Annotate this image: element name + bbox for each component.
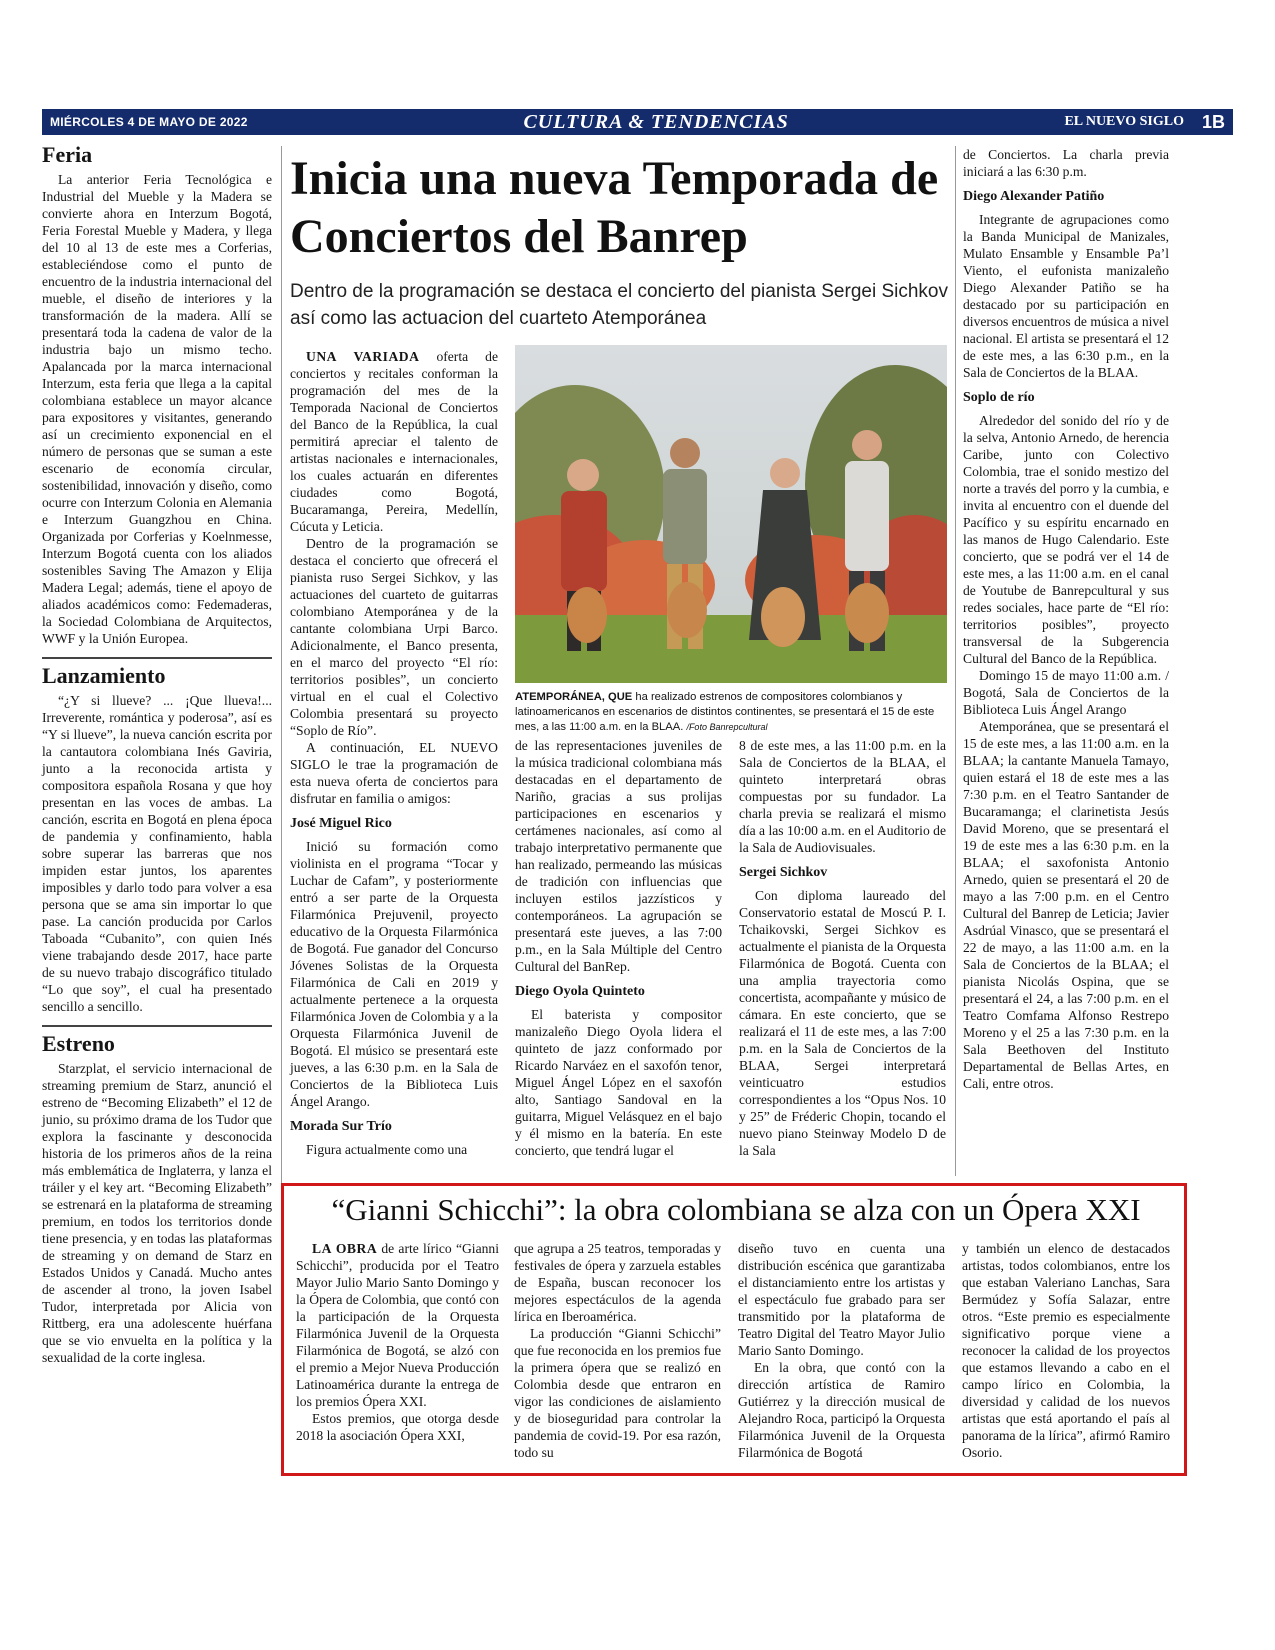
rico-heading: José Miguel Rico	[290, 816, 392, 831]
oyola-continued: 8 de este mes, a las 11:00 p.m. en la Sala de Conciertos de la BLAA, el quinteto interpretará obras compuestas por su fundador. La charla previa se realizará el mismo día a las 10:00 a.m. en el Auditorio de la Sala de Audiovisuales.	[739, 738, 946, 855]
morada-text: Figura actualmente como una	[306, 1142, 468, 1157]
paragraph: Dentro de la programación se destaca el concierto que ofrecerá el pianista ruso Sergei Sichkov, y las actuaciones del cuarteto de guitarras colombiano Atemporánea y de la cantante colombiana Urpi Barco. Adicionalmente, el Banco presenta, en el marco del proyecto “El río: territorios posibles”, un concierto virtual en el cual el Colectivo Colombia presentará su proyecto “Soplo de Río”.	[290, 536, 498, 738]
newspaper-name: EL NUEVO SIGLO	[1064, 114, 1184, 129]
divider	[42, 657, 272, 659]
rico-text: Inició su formación como violinista en el programa “Tocar y Luchar de Cafam”, y posteriormente entró a ser parte de la Orquesta Filarmónica Prejuvenil, proyecto educativo de la Orquesta Filarmónica de Bogotá. Fue ganador del Concurso Jóvenes Solistas de la Orquesta Filarmónica de Cali en 2019 y actualmente pertenece a la orquesta Filarmónica Joven de Colombia y a la Orquesta Filarmónica Juvenil de Bogotá. El músico se presentará este jueves, a las 6:30 p.m. en la Sala de Conciertos de la Biblioteca Luis Ángel Arango.	[290, 839, 498, 1109]
feria-text: La anterior Feria Tecnológica e Industrial del Mueble y la Madera se convierte ahora en Interzum Bogotá, Feria Forestal Mueble y Madera, y llega del 10 al 13 de este mes a Corferias, estableciéndose como el punto de encuentro de la industria internacional del mueble, el diseño de interiores y la transformación de la madera. Allí se presentará toda la cadena de valor de la industria bajo un mismo techo. Apalancada por la marca internacional Interzum, esta feria que llega a la capital colombiana establece un mayor alcance para expositores y visitantes, generando así un crecimiento exponencial en el número de personas que se suman a este escenario de economía circular, sostenibilidad, innovación y diseño, como ocurre con Interzum Colonia en Alemania e Interzum Guangzhou en China. Organizada por Corferias y Koelnmesse, Interzum Bogotá cuenta con los aliados sostenibles Saving The Amazon y Elija Madera Legal; además, tiene el apoyo de aliados académicos como: Fedemaderas, la Sociedad Colombiana de Arquitectos, WWF y la Unión Europea.	[42, 172, 272, 646]
opera-column-3	[738, 1240, 945, 1461]
estreno-heading: Estreno	[42, 1031, 115, 1056]
left-column	[42, 142, 272, 1366]
sichkov-text: Con diploma laureado del Conservatorio estatal de Moscú P. I. Tchaikovski, Sergei Sichkov es actualmente el pianista de la Orquesta Filarmónica de Bogotá. Cuenta con una amplia trayectoria como concertista, acompañante y músico de cámara. En este concierto, que se realizará el 11 de este mes, a las 7:00 p.m. en la Sala de Conciertos de la BLAA, Sergei interpretará veinticuatro estudios correspondientes a los “Opus Nos. 10 y 25” de Fréderic Chopin, tocando el nuevo piano Steinway Modelo D de la Sala	[739, 888, 946, 1158]
sichkov-heading: Sergei Sichkov	[739, 865, 828, 880]
right-column	[963, 146, 1169, 1092]
opera-column-4	[962, 1240, 1170, 1461]
final-text: Atemporánea, que se presentará el 15 de este mes, a las 11:00 a.m. en la BLAA; la cantante Manuela Tamayo, quien estará el 18 de este mes a las 7:30 p.m. en el Teatro Santander de Bucaramanga; el clarinetista Jesús David Moreno, que se presentará el 19 de este mes a las 6:30 p.m. en la BLAA; el saxofonista Antonio Arnedo, quien se presentará el 20 de mayo a las 7:00 p.m. en el Centro Cultural del Banrep de Leticia; Javier Asdrúal Vinasco, que se presentará el 22 de mayo, a las 11:00 a.m. en la Sala de Conciertos de la BLAA; el pianista Nicolás Ospina, que se presentará el 24, a las 7:00 p.m. en el Teatro Comfama Alfonso Restrepo Moreno y el 25 a las 7:30 p.m. en la Sala Beethoven del Instituto Departamental de Bellas Artes, en Cali, entre otros.	[963, 719, 1169, 1091]
photo-credit: /Foto Banrepcultural	[686, 722, 768, 732]
patino-heading: Diego Alexander Patiño	[963, 189, 1105, 204]
page-number: 1B	[1201, 111, 1225, 132]
lead-text: oferta de conciertos y recitales conforman la programación del mes de la Temporada Nacional de Conciertos del Banco de la República, la cual permitirá apreciar el talento de artistas nacionales e internacionales, los cuales actuarán en diferentes ciudades como Bogotá, Bucaramanga, Pereira, Medellín, Cúcuta y Leticia.	[290, 349, 498, 534]
masthead-right	[1064, 112, 1225, 133]
masthead	[42, 109, 1233, 135]
main-column-2	[515, 737, 722, 1159]
opera-column-2	[514, 1240, 721, 1461]
lanzamiento-text: “¿Y si llueve? ... ¡Que llueva!... Irreverente, romántica y poderosa”, así es “Y si llueve”, la nueva canción escrita por la cantautora colombiana Inés Gaviria, junto a la reconocida artista y compositora española Rosana y que hoy presentan en las voces de ambas. La canción, escrita en Bogotá en plena época de pandemia y confinamiento, habla sobre superar las barreras que nos impiden estar juntos, los aparentes imposibles y darlo todo para volver a esa persona que se ama sin importar lo que pase. La canción producida por Carlos Taboada “Cubanito”, con quien Inés viene trabajando desde 2017, hace parte de su nuevo trabajo discográfico titulado “Lo que soy”, el cual ha presentado sencillo a sencillo.	[42, 693, 272, 1014]
lead-word: UNA VARIADA	[306, 349, 420, 364]
divider	[42, 1025, 272, 1027]
quartet-photo	[515, 345, 947, 683]
soplo-text: Alrededor del sonido del río y de la selva, Antonio Arnedo, de herencia Caribe, junto con Colectivo Colombia, trae el sonido mestizo del norte a través del porro y la cumbia, e invita al encuentro con el duende del Pacífico y su espíritu encarnado en las manos de Hugo Calendario. Este concierto, que se podrá ver el 14 de este mes, a las 11:00 a.m. en el canal de Youtube de Banrepcultural y sus redes sociales, hace parte de “El río: territorios posibles”, proyecto transversal de la Subgerencia Cultural del Banco de la República.	[963, 413, 1169, 666]
opera-headline: “Gianni Schicchi”: la obra colombiana se alza con un Ópera XXI	[331, 1192, 1141, 1227]
estreno-text: Starzplat, el servicio internacional de streaming premium de Starz, anunció el estreno de “Becoming Elizabeth” el 12 de junio, su próximo drama de los Tudor que explora la fascinante y desconocida historia de los primeros años de la reina más emblemática de Inglaterra, y lanza el tráiler y el key art. “Becoming Elizabeth” se estrenará en la plataforma de streaming premium, en todos los territorios donde tiene presencia, y en todas las plataformas de streaming y on demand de Starz en Estados Unidos y Canadá. Mucho antes de ascender al trono, la joven Isabel Tudor, interpretada por Alicia von Rittberg, era una adolescente huérfana que se vio envuelta en la política y la sexualidad de la corte inglesa.	[42, 1061, 272, 1365]
feria-heading: Feria	[42, 142, 93, 167]
lanzamiento-heading: Lanzamiento	[42, 663, 166, 688]
paragraph: A continuación, EL NUEVO SIGLO le trae la programación de esta nueva oferta de conciertos para disfrutar en familia o amigos:	[290, 740, 498, 806]
oyola-text: El baterista y compositor manizaleño Diego Oyola lidera el quinteto de jazz conformado por Ricardo Narváez en el saxofón tenor, Miguel Ángel López en el saxofón alto, Santiago Sandoval en la guitarra, Miguel Velásquez en el bajo y él mismo en la batería. En este concierto, que tendrá lugar el	[515, 1007, 722, 1158]
photo-illustration	[515, 345, 947, 683]
patino-text: Integrante de agrupaciones como la Banda Municipal de Manizales, Mulato Ensamble y Ensamble Pa’l Viento, el eufonista manizaleño Diego Alexander Patiño se ha destacado por su participación en diversos encuentros de música a nivel nacional. El artista se presentará el 12 de este mes, a las 6:30 p.m., en la Sala de Conciertos de la BLAA.	[963, 212, 1169, 380]
opera-lead-paragraph	[296, 1240, 499, 1410]
article-deck: Dentro de la programación se destaca el concierto del pianista Sergei Sichkov así como las actuacion del cuarteto Atemporánea	[290, 281, 948, 329]
morada-heading: Morada Sur Trío	[290, 1119, 392, 1134]
section-title: CULTURA & TENDENCIAS	[523, 110, 789, 133]
oyola-heading: Diego Oyola Quinteto	[515, 984, 645, 999]
paragraph: y también un elenco de destacados artistas, todos colombianos, entre los que estaban Valeriano Lanchas, Sara Bermúdez y Sofía Salazar, entre otros. “Este premio es especialmente significativo porque viene a reconocer la calidad de los proyectos que estamos llevando a cabo en el campo lírico en Colombia, la diversidad y calidad de los nuevos artistas que está aportando el país al panorama de la lírica”, afirmó Ramiro Osorio.	[962, 1241, 1170, 1460]
caption-lead: ATEMPORÁNEA, QUE	[515, 691, 633, 703]
issue-date: MIÉRCOLES 4 DE MAYO DE 2022	[50, 115, 248, 129]
soplo-heading: Soplo de río	[963, 390, 1035, 405]
lead-paragraph	[290, 348, 498, 535]
caption-text: ha realizado estrenos de compositores colombianos y latinoamericanos en escenarios de distintos continentes, se presentará el 15 de este mes, a las 11:00 a.m. en la BLAA.	[515, 691, 935, 733]
opera-lead-text: de arte lírico “Gianni Schicchi”, producida por el Teatro Mayor Julio Mario Santo Domingo y la Ópera de Colombia, que contó con la participación de la Orquesta Filarmónica Juvenil de la Orquesta Filarmónica de Bogotá, se alzó con el premio a Mejor Nueva Producción Latinoamérica durante la entrega de los premios Ópera XXI.	[296, 1241, 499, 1409]
domingo-text: Domingo 15 de mayo 11:00 a.m. / Bogotá, Sala de Conciertos de la Biblioteca Luis Ángel Arango	[963, 668, 1169, 717]
opera-lead-word: LA OBRA	[312, 1241, 378, 1256]
morada-continued: de las representaciones juveniles de la música tradicional colombiana más destacadas en el departamento de Nariño, gracias a sus prolijas participaciones en escenarios y certámenes nacionales, así como al trabajo interpretativo permanente que han realizado, permeando las músicas de tradición con influencias que incluyen estilos jazzísticos y contemporáneos. La agrupación se presentará este jueves, a las 7:00 p.m., en la Sala Múltiple del Centro Cultural del BanRep.	[515, 738, 722, 974]
paragraph: que agrupa a 25 teatros, temporadas y festivales de ópera y zarzuela estables de España, buscan reconocer los mejores espectáculos de la agenda lírica en Iberoamérica.	[514, 1241, 721, 1324]
main-column-3	[739, 737, 946, 1159]
paragraph: Estos premios, que otorga desde 2018 la asociación Ópera XXI,	[296, 1411, 499, 1443]
opera-column-1	[296, 1240, 499, 1444]
column-divider	[955, 146, 956, 1176]
paragraph: diseño tuvo en cuenta una distribución escénica que garantizaba el distanciamiento entre los artistas y el espectáculo fue grabado para ser transmitido por la plataforma de Teatro Digital del Teatro Mayor Julio Mario Santo Domingo.	[738, 1241, 945, 1358]
paragraph: En la obra, que contó con la dirección artística de Ramiro Gutiérrez y la dirección musical de Alejandro Roca, participó la Orquesta Filarmónica Juvenil de la Orquesta Filarmónica de Bogotá	[738, 1360, 945, 1460]
main-column-1	[290, 348, 498, 1158]
sichkov-continued: de Conciertos. La charla previa iniciará a las 6:30 p.m.	[963, 147, 1169, 179]
photo-caption	[515, 690, 947, 735]
article-headline: Inicia una nueva Temporada de Conciertos del Banrep	[290, 152, 939, 263]
paragraph: La producción “Gianni Schicchi” que fue reconocida en los premios fue la primera ópera que se realizó en Colombia desde que entraron en vigor las condiciones de aislamiento y de bioseguridad para controlar la pandemia de covid-19. Por esa razón, todo su	[514, 1326, 721, 1460]
